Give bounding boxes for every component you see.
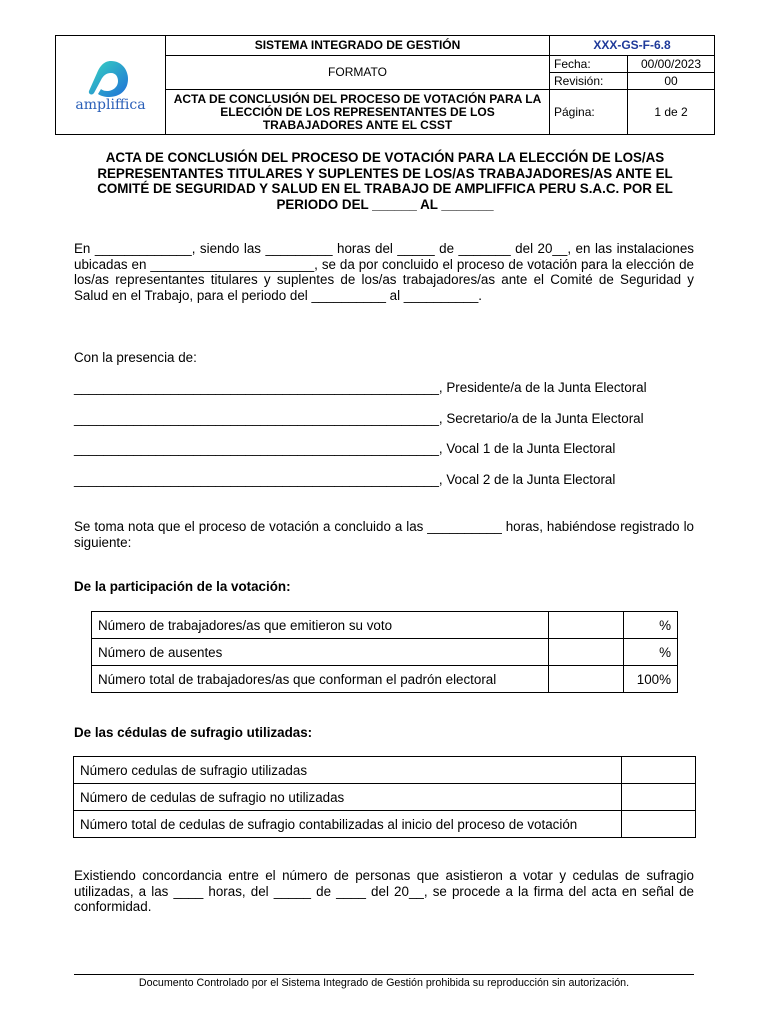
participation-unit: % xyxy=(624,639,678,666)
ballots-label: Número de cedulas de sufragio no utilizadas xyxy=(74,784,622,811)
document-header xyxy=(55,35,715,135)
ampliffica-logo-icon xyxy=(76,58,146,98)
revision-label: Revisión: xyxy=(550,73,628,90)
presence-label: Con la presencia de: xyxy=(74,350,197,365)
ballots-heading: De las cédulas de sufragio utilizadas: xyxy=(74,725,313,740)
system-title: SISTEMA INTEGRADO DE GESTIÓN xyxy=(166,36,550,56)
signatory-president: _________________________________________________, Presidente/a de la Junta Electoral xyxy=(74,380,647,395)
signatory-vocal-1: _________________________________________________, Vocal 1 de la Junta Electoral xyxy=(74,441,616,456)
participation-value xyxy=(549,612,624,639)
closing-paragraph: Existiendo concordancia entre el número de personas que asistieron a votar y cedulas de sufragio utilizadas, a las ____ horas, del _____ de ____ del 20__, se procede a la firma del acta en señal de conformidad. xyxy=(74,868,694,914)
ballots-label: Número total de cedulas de sufragio contabilizadas al inicio del proceso de votación xyxy=(74,811,622,838)
participation-unit: % xyxy=(624,612,678,639)
participation-label: Número de trabajadores/as que emitieron su voto xyxy=(92,612,549,639)
logo-wordmark: ampliffica xyxy=(75,97,146,113)
table-row xyxy=(92,666,678,693)
ballots-label: Número cedulas de sufragio utilizadas xyxy=(74,757,622,784)
page-label: Página: xyxy=(550,90,628,135)
footer-divider xyxy=(74,974,694,975)
participation-value xyxy=(549,639,624,666)
participation-heading: De la participación de la votación: xyxy=(74,579,291,594)
intro-paragraph: En _____________, siendo las _________ horas del _____ de _______ del 20__, en las instalaciones ubicadas en ______________________, se da por concluido el proceso de votación para la elección de los/as representantes titulares y suplentes de los/as trabajadores/as ante el Comité de Seguridad y Salud en el Trabajo, para el periodo del __________ al __________. xyxy=(74,241,694,303)
participation-label: Número total de trabajadores/as que conforman el padrón electoral xyxy=(92,666,549,693)
participation-label: Número de ausentes xyxy=(92,639,549,666)
signatory-secretary: _________________________________________________, Secretario/a de la Junta Electoral xyxy=(74,411,644,426)
table-row xyxy=(74,757,696,784)
document-name: ACTA DE CONCLUSIÓN DEL PROCESO DE VOTACIÓN PARA LA ELECCIÓN DE LOS REPRESENTANTES DE LOS TRABAJADORES ANTE EL CSST xyxy=(166,90,550,135)
table-row xyxy=(74,784,696,811)
ballots-value xyxy=(622,757,696,784)
date-label: Fecha: xyxy=(550,56,628,73)
page-value: 1 de 2 xyxy=(628,90,715,135)
act-title: ACTA DE CONCLUSIÓN DEL PROCESO DE VOTACIÓN PARA LA ELECCIÓN DE LOS/AS REPRESENTANTES TITULARES Y SUPLENTES DE LOS/AS TRABAJADORES/AS ANTE EL COMITÉ DE SEGURIDAD Y SALUD EN EL TRABAJO DE AMPLIFFICA PERU S.A.C. POR EL PERIODO DEL ______ AL _______ xyxy=(97,150,673,212)
date-value: 00/00/2023 xyxy=(628,56,715,73)
ballots-value xyxy=(622,784,696,811)
format-label: FORMATO xyxy=(166,56,550,90)
table-row xyxy=(74,811,696,838)
ballots-table xyxy=(73,756,696,838)
table-row xyxy=(92,639,678,666)
footer-text: Documento Controlado por el Sistema Integrado de Gestión prohibida su reproducción sin autorización. xyxy=(138,977,630,989)
signatory-vocal-2: _________________________________________________, Vocal 2 de la Junta Electoral xyxy=(74,472,616,487)
table-row xyxy=(92,612,678,639)
company-logo xyxy=(56,36,166,135)
document-code: XXX-GS-F-6.8 xyxy=(550,36,715,56)
note-paragraph: Se toma nota que el proceso de votación a concluido a las __________ horas, habiéndose registrado lo siguiente: xyxy=(74,519,694,550)
participation-value xyxy=(549,666,624,693)
participation-unit: 100% xyxy=(624,666,678,693)
ballots-value xyxy=(622,811,696,838)
revision-value: 00 xyxy=(628,73,715,90)
participation-table xyxy=(91,611,678,693)
